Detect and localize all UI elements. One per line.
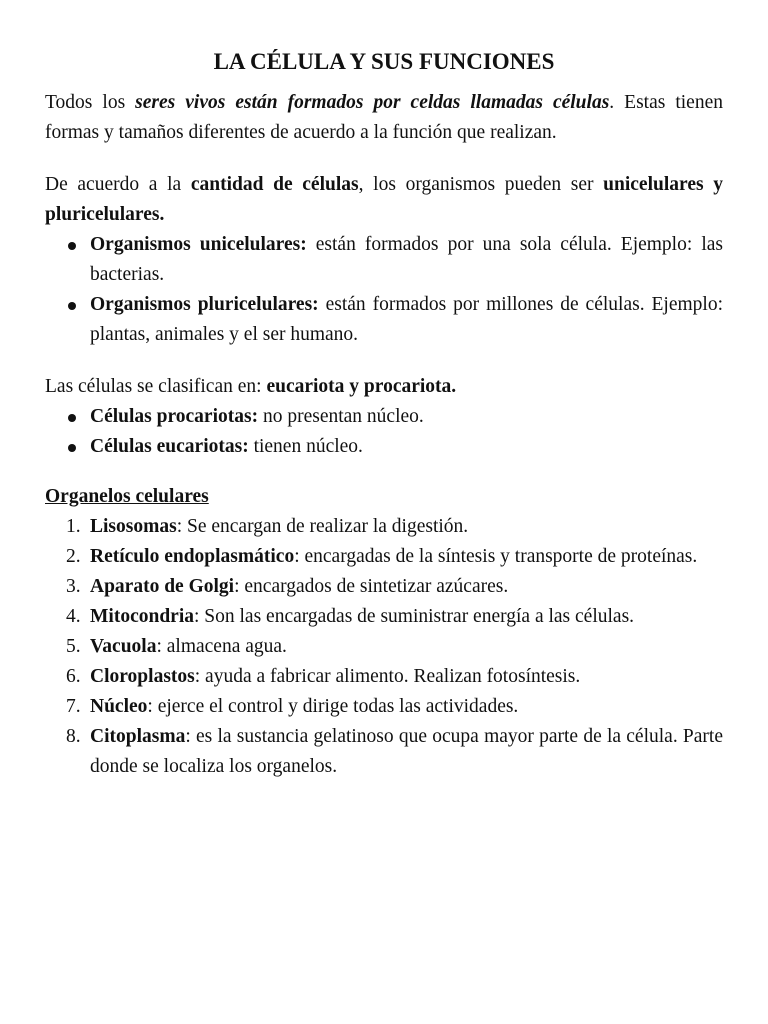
list-item-text: no presentan núcleo. bbox=[258, 406, 424, 427]
list-item-label: Organismos pluricelulares: bbox=[90, 294, 319, 315]
list-item-label: Retículo endoplasmático bbox=[90, 546, 295, 567]
spacer bbox=[45, 462, 723, 482]
list-item-vacuole bbox=[45, 632, 723, 662]
list-item-label: Vacuola bbox=[90, 636, 157, 657]
list-item-unicellular bbox=[45, 230, 723, 290]
spacer bbox=[45, 350, 723, 372]
quantity-text-start: De acuerdo a la bbox=[45, 174, 191, 195]
list-item-golgi bbox=[45, 572, 723, 602]
list-item-text: : ejerce el control y dirige todas las actividades. bbox=[147, 696, 519, 717]
list-number: 7. bbox=[66, 696, 81, 717]
list-item-text: : Se encargan de realizar la digestión. bbox=[176, 516, 469, 537]
list-item-label: Núcleo bbox=[90, 696, 148, 717]
list-item-text: : encargados de sintetizar azúcares. bbox=[234, 576, 509, 597]
list-item-multicellular bbox=[45, 290, 723, 350]
document-page bbox=[45, 46, 723, 782]
intro-text-end: . Estas tienen formas y tamaños diferentes de acuerdo a la función que realizan. bbox=[45, 92, 723, 143]
list-item-eukaryotic bbox=[45, 432, 723, 462]
list-number: 5. bbox=[66, 636, 81, 657]
list-item-label: Organismos unicelulares: bbox=[90, 234, 307, 255]
list-number: 4. bbox=[66, 606, 81, 627]
list-item-label: Lisosomas bbox=[90, 516, 177, 537]
list-item-text: : encargadas de la síntesis y transporte de proteínas. bbox=[294, 546, 698, 567]
list-item-text: : es la sustancia gelatinoso que ocupa mayor parte de la célula. Parte donde se localiza los organelos. bbox=[90, 726, 723, 777]
list-item-label: Cloroplastos bbox=[90, 666, 195, 687]
list-item-text: : Son las encargadas de suministrar energía a las células. bbox=[193, 606, 635, 627]
cell-type-list bbox=[45, 402, 723, 462]
document-title: LA CÉLULA Y SUS FUNCIONES bbox=[213, 49, 555, 74]
classification-text: Las células se clasifican en: bbox=[45, 376, 267, 397]
list-number: 6. bbox=[66, 666, 81, 687]
list-item-lysosomes bbox=[45, 512, 723, 542]
list-item-prokaryotic bbox=[45, 402, 723, 432]
list-item-text: : almacena agua. bbox=[156, 636, 287, 657]
list-number: 1. bbox=[66, 516, 81, 537]
list-number: 8. bbox=[66, 726, 81, 747]
list-item-text: tienen núcleo. bbox=[248, 436, 363, 457]
list-item-mitochondria bbox=[45, 602, 723, 632]
classification-bold: eucariota y procariota. bbox=[266, 376, 457, 397]
intro-emphasis: seres vivos están formados por celdas llamadas células bbox=[135, 92, 610, 113]
list-item-text: : ayuda a fabricar alimento. Realizan fotosíntesis. bbox=[194, 666, 581, 687]
section-heading: Organelos celulares bbox=[45, 486, 209, 507]
list-item-cytoplasm bbox=[45, 722, 723, 782]
organism-type-list bbox=[45, 230, 723, 350]
list-item-label: Células eucariotas: bbox=[90, 436, 249, 457]
intro-text-start: Todos los bbox=[45, 92, 136, 113]
organelles-heading bbox=[45, 482, 723, 512]
quantity-bold-1: cantidad de células bbox=[190, 174, 359, 195]
list-item-label: Células procariotas: bbox=[90, 406, 259, 427]
organelles-list bbox=[45, 512, 723, 782]
intro-paragraph bbox=[45, 88, 723, 148]
list-item-label: Citoplasma bbox=[90, 726, 186, 747]
quantity-paragraph bbox=[45, 170, 723, 230]
quantity-text-mid: , los organismos pueden ser bbox=[358, 174, 604, 195]
list-item-text: están formados por millones de células. Ejemplo: plantas, animales y el ser humano. bbox=[90, 294, 723, 345]
list-item-label: Aparato de Golgi bbox=[90, 576, 235, 597]
classification-paragraph bbox=[45, 372, 723, 402]
list-item-chloroplasts bbox=[45, 662, 723, 692]
spacer bbox=[45, 148, 723, 170]
list-item-endoplasmic-reticulum bbox=[45, 542, 723, 572]
list-item-nucleus bbox=[45, 692, 723, 722]
list-number: 3. bbox=[66, 576, 81, 597]
list-number: 2. bbox=[66, 546, 81, 567]
quantity-bold-2: unicelulares y pluricelulares. bbox=[45, 174, 723, 225]
list-item-text: están formados por una sola célula. Ejemplo: las bacterias. bbox=[90, 234, 723, 285]
list-item-label: Mitocondria bbox=[90, 606, 194, 627]
